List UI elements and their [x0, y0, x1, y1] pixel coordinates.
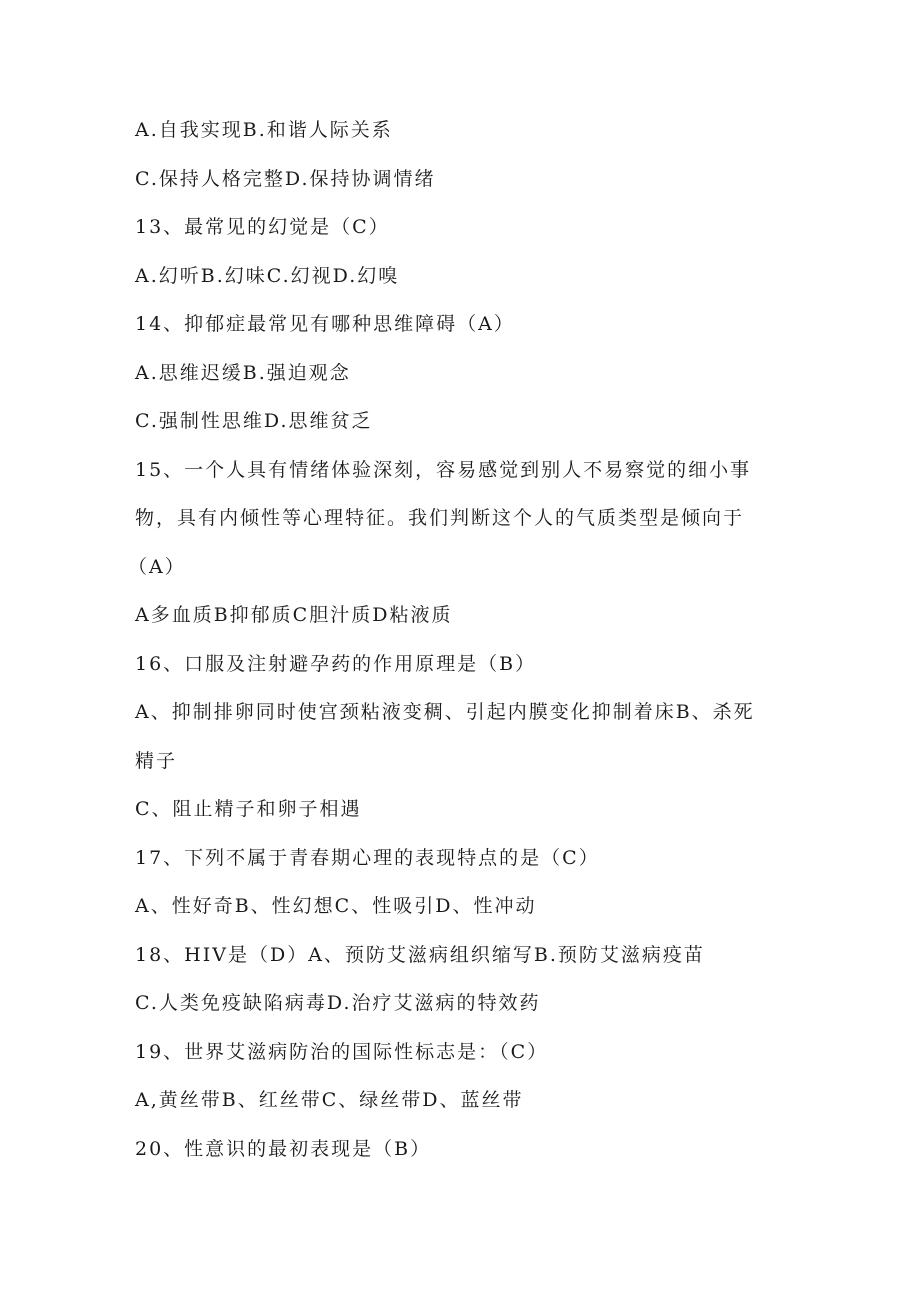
text-line: C.人类免疫缺陷病毒D.治疗艾滋病的特效药 [135, 992, 541, 1014]
text-line: 18、HIV是（D）A、预防艾滋病组织缩写B.预防艾滋病疫苗 [135, 944, 705, 966]
text-line: A.自我实现B.和谐人际关系 [135, 119, 393, 141]
text-line: 17、下列不属于青春期心理的表现特点的是（C） [135, 847, 600, 869]
text-line: 物，具有内倾性等心理特征。我们判断这个人的气质类型是倾向于 [135, 507, 745, 529]
text-line: 20、性意识的最初表现是（B） [135, 1138, 432, 1160]
text-line: 15、一个人具有情绪体验深刻，容易感觉到别人不易察觉的细小事 [135, 459, 752, 481]
text-line: （A） [128, 556, 186, 578]
text-line: C、阻止精子和卵子相遇 [135, 798, 362, 820]
text-line: A,黄丝带B、红丝带C、绿丝带D、蓝丝带 [135, 1089, 524, 1111]
text-line: A、抑制排卵同时使宫颈粘液变稠、引起内膜变化抑制着床B、杀死 [135, 701, 755, 723]
text-line: C.强制性思维D.思维贫乏 [135, 410, 373, 432]
text-line: A、性好奇B、性幻想C、性吸引D、性冲动 [135, 895, 537, 917]
text-line: 14、抑郁症最常见有哪种思维障碍（A） [135, 313, 515, 335]
text-line: C.保持人格完整D.保持协调情绪 [135, 168, 436, 190]
text-line: 19、世界艾滋病防治的国际性标志是：（C） [135, 1041, 549, 1063]
text-line: 16、口服及注射避孕药的作用原理是（B） [135, 653, 537, 675]
text-line: A.幻听B.幻味C.幻视D.幻嗅 [135, 265, 400, 287]
text-line: A多血质B抑郁质C胆汁质D粘液质 [135, 604, 453, 626]
text-line: 13、最常见的幻觉是（C） [135, 216, 390, 238]
text-line: 精子 [135, 750, 178, 772]
text-line: A.思维迟缓B.强迫观念 [135, 362, 351, 384]
